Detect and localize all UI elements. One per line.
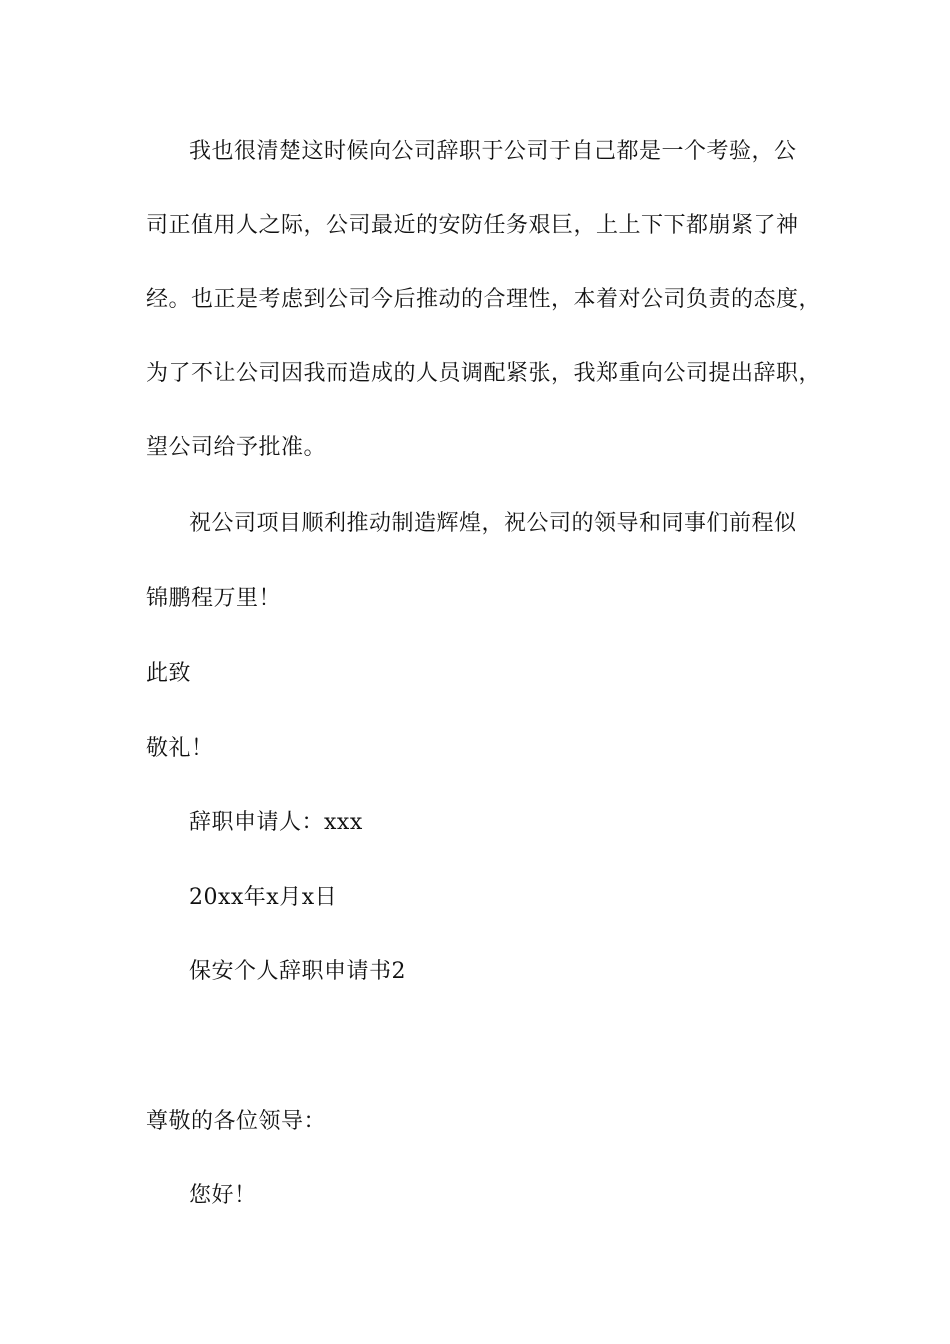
salutation: 尊敬的各位领导： xyxy=(146,1109,327,1134)
paragraph-1-line-3: 经。也正是考虑到公司今后推动的合理性，本着对公司负责的态度， xyxy=(146,287,822,312)
paragraph-2-line-2: 锦鹏程万里！ xyxy=(146,586,282,611)
date-line: 20xx年x月x日 xyxy=(189,885,338,910)
paragraph-1-line-1: 我也很清楚这时候向公司辞职于公司于自己都是一个考验，公 xyxy=(189,139,797,164)
paragraph-1-line-2: 司正值用人之际，公司最近的安防任务艰巨，上上下下都崩紧了神 xyxy=(146,213,799,238)
closing-line-2: 敬礼！ xyxy=(146,736,214,761)
paragraph-2-line-1: 祝公司项目顺利推动制造辉煌，祝公司的领导和同事们前程似 xyxy=(189,511,797,536)
signature-line: 辞职申请人：xxx xyxy=(189,810,363,835)
paragraph-1-line-5: 望公司给予批准。 xyxy=(146,435,327,460)
next-section-title: 保安个人辞职申请书2 xyxy=(189,959,406,984)
paragraph-1-line-4: 为了不让公司因我而造成的人员调配紧张，我郑重向公司提出辞职， xyxy=(146,361,822,386)
greeting: 您好！ xyxy=(189,1183,257,1208)
closing-line-1: 此致 xyxy=(146,661,192,686)
